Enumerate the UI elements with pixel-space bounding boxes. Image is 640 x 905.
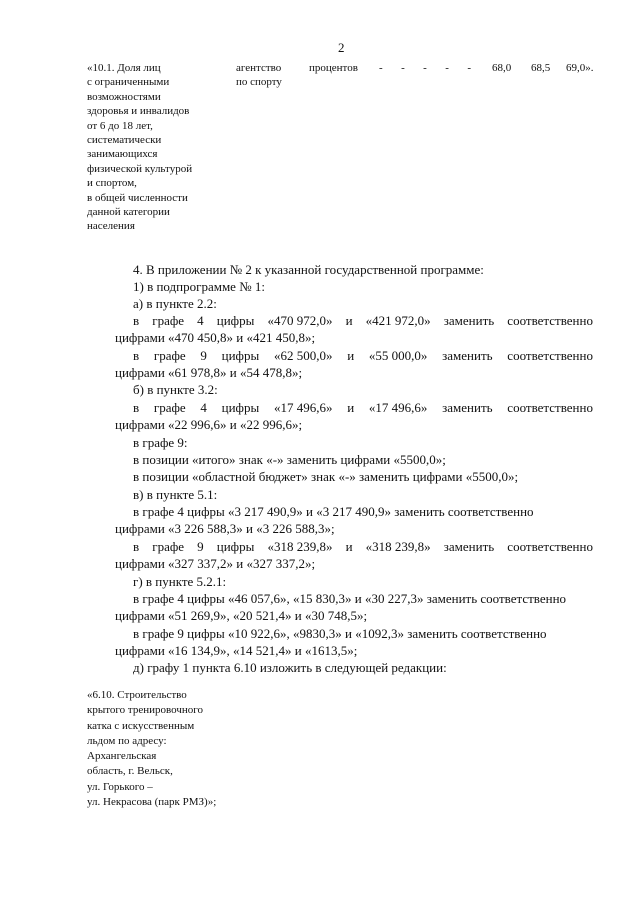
paragraph-line	[133, 400, 593, 416]
word: «318 239,8»	[267, 539, 333, 554]
word: графе	[153, 400, 186, 415]
word: в	[133, 539, 140, 554]
word: «17 496,6»	[273, 400, 333, 415]
cell-line: данной категории	[87, 206, 170, 219]
word: цифры	[221, 348, 260, 363]
word: и	[347, 348, 355, 363]
paragraph-line: 1) в подпрограмме № 1:	[133, 279, 265, 294]
word: 4	[197, 313, 204, 328]
paragraph-line: а) в пункте 2.2:	[133, 296, 217, 311]
item-6-10-cell	[87, 688, 216, 810]
paragraph-line: в) в пункте 5.1:	[133, 487, 218, 502]
cell-line: физической культурой	[87, 162, 193, 175]
cell-line: и спортом,	[87, 177, 137, 190]
cell-line: населения	[87, 220, 135, 233]
indicator-name-cell	[87, 61, 192, 234]
word: графе	[153, 348, 186, 363]
cell-line: занимающихся	[87, 148, 158, 161]
word: в	[133, 313, 140, 328]
cell-line: Архангельская	[87, 750, 157, 763]
paragraph-line: цифрами «470 450,8» и «421 450,8»;	[115, 330, 316, 345]
word: заменить	[443, 539, 495, 554]
paragraph-line: 4. В приложении № 2 к указанной государственной программе:	[133, 262, 484, 277]
paragraph-line: в позиции «областной бюджет» знак «-» заменить цифрами «5500,0»;	[133, 469, 519, 484]
page-number: 2	[338, 40, 345, 55]
paragraph-line	[133, 539, 593, 555]
dash-cell: -	[401, 62, 405, 74]
value-cell: 69,0».	[566, 62, 594, 74]
cell-line: от 6 до 18 лет,	[87, 119, 153, 132]
word: «470 972,0»	[267, 313, 333, 328]
word: цифры	[216, 313, 255, 328]
paragraph-line: в позиции «итого» знак «-» заменить цифрами «5500,0»;	[133, 452, 446, 467]
word: в	[133, 400, 140, 415]
dash-cells	[379, 61, 471, 75]
word: соответственно	[507, 400, 593, 415]
word: соответственно	[507, 313, 593, 328]
word: «421 972,0»	[365, 313, 431, 328]
word: 4	[200, 400, 207, 415]
paragraph-line: д) графу 1 пункта 6.10 изложить в следующей редакции:	[133, 660, 447, 675]
paragraph-line: цифрами «327 337,2» и «327 337,2»;	[115, 556, 316, 571]
dash-cell: -	[423, 62, 427, 74]
word: 9	[197, 539, 204, 554]
paragraph-line: в графе 4 цифры «3 217 490,9» и «3 217 490,9» заменить соответственно	[133, 504, 534, 519]
unit-cell: процентов	[309, 62, 358, 74]
cell-line: возможностями	[87, 90, 161, 103]
cell-line: систематически	[87, 134, 162, 147]
word: в	[133, 348, 140, 363]
word: «62 500,0»	[273, 348, 333, 363]
word: «318 239,8»	[365, 539, 431, 554]
paragraph-line	[133, 313, 593, 329]
paragraph-line: в графе 4 цифры «46 057,6», «15 830,3» и «30 227,3» заменить соответственно	[133, 591, 567, 606]
word: цифры	[216, 539, 255, 554]
word: «17 496,6»	[368, 400, 428, 415]
word: и	[347, 400, 355, 415]
dash-cell: -	[467, 62, 471, 74]
paragraph-line	[133, 348, 593, 364]
word: «55 000,0»	[368, 348, 428, 363]
dash-cell: -	[445, 62, 449, 74]
word: и	[345, 313, 353, 328]
value-cell: 68,5	[531, 62, 551, 74]
dash-cell: -	[379, 62, 383, 74]
paragraph-line: цифрами «3 226 588,3» и «3 226 588,3»;	[115, 521, 335, 536]
word: графе	[152, 539, 185, 554]
cell-line: агентство	[236, 62, 282, 74]
paragraph-line: в графе 9 цифры «10 922,6», «9830,3» и «1092,3» заменить соответственно	[133, 626, 547, 641]
agency-cell	[236, 61, 282, 90]
paragraph-line: цифрами «16 134,9», «14 521,4» и «1613,5»;	[115, 643, 358, 658]
cell-line: по спорту	[236, 76, 282, 89]
cell-line: «6.10. Строительство	[87, 689, 187, 701]
word: заменить	[443, 313, 495, 328]
cell-line: крытого тренировочного	[87, 704, 203, 717]
cell-line: ул. Горького –	[87, 780, 153, 793]
cell-line: ул. Некрасова (парк РМЗ)»;	[87, 796, 217, 809]
cell-line: «10.1. Доля лиц	[87, 62, 161, 74]
value-cell: 68,0	[492, 62, 512, 74]
word: 9	[200, 348, 207, 363]
cell-line: в общей численности	[87, 191, 188, 204]
paragraph-line: цифрами «61 978,8» и «54 478,8»;	[115, 365, 303, 380]
paragraph-line: цифрами «51 269,9», «20 521,4» и «30 748,5»;	[115, 608, 368, 623]
cell-line: здоровья и инвалидов	[87, 105, 190, 118]
paragraph-line: цифрами «22 996,6» и «22 996,6»;	[115, 417, 303, 432]
cell-line: область, г. Вельск,	[87, 765, 173, 778]
paragraph-line: в графе 9:	[133, 435, 188, 450]
word: заменить	[442, 400, 493, 415]
cell-line: льдом по адресу:	[87, 734, 167, 747]
word: заменить	[442, 348, 493, 363]
word: и	[345, 539, 353, 554]
word: соответственно	[507, 539, 593, 554]
word: цифры	[221, 400, 260, 415]
cell-line: с ограниченными	[87, 76, 170, 89]
word: соответственно	[507, 348, 593, 363]
paragraph-line: б) в пункте 3.2:	[133, 382, 218, 397]
word: графе	[152, 313, 185, 328]
paragraph-line: г) в пункте 5.2.1:	[133, 574, 227, 589]
cell-line: катка с искусственным	[87, 719, 195, 732]
